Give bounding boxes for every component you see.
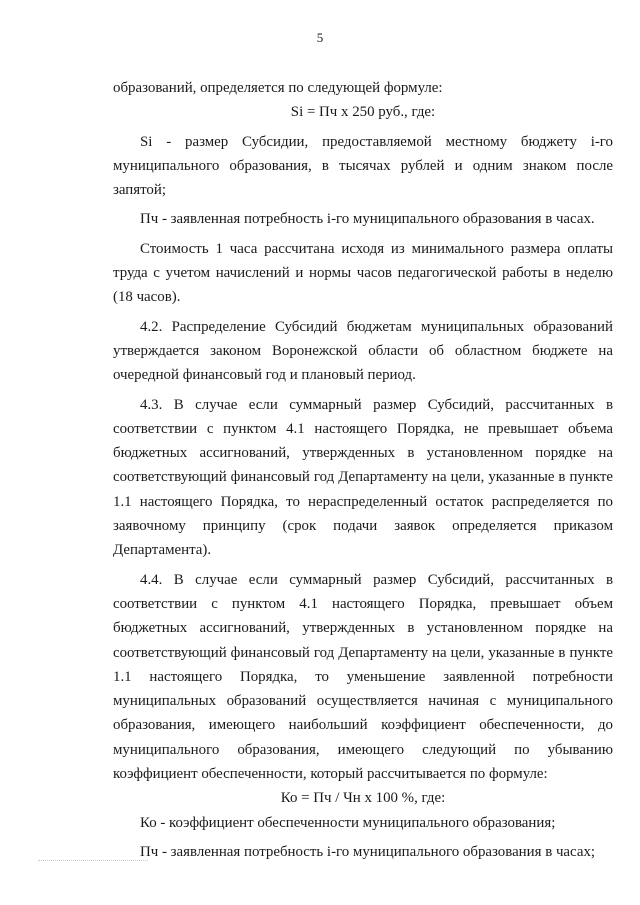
definition-ko: Ко - коэффициент обеспеченности муниципального образования; [140, 814, 556, 831]
paragraph-continuation: образований, определяется по следующей формуле: [113, 80, 443, 96]
definition-pch: Пч - заявленная потребность i-го муниципального образования в часах. [140, 211, 595, 228]
paragraph-hour-cost: Стоимость 1 часа рассчитана исходя из минимального размера оплаты труда с учетом начислений и нормы часов педагогической работы в неделю (18 часов). [113, 240, 613, 306]
clause-4-2: 4.2. Распределение Субсидий бюджетам муниципальных образований утверждается законом Воронежской области об областном бюджете на очередной финансовый год и плановый период. [113, 318, 613, 384]
scan-artifact [38, 860, 148, 861]
definition-pch-2: Пч - заявленная потребность i-го муниципального образования в часах; [140, 843, 596, 860]
formula-subsidy: Si = Пч x 250 руб., где: [290, 104, 436, 121]
page-number: 5 [316, 30, 324, 45]
definition-si: Si - размер Субсидии, предоставляемой местному бюджету i-го муниципального образования, в тысячах рублей и одним знаком после запятой; [113, 133, 613, 199]
clause-4-3: 4.3. В случае если суммарный размер Субсидий, рассчитанных в соответствии с пунктом 4.1 настоящего Порядка, не превышает объема бюджетных ассигнований, утвержденных в установленном порядке на соответствующий финансовый год Департаменту на цели, указанные в пункте 1.1 настоящего Порядка, то нераспределенный остаток распределяется по заявочному принципу (срок подачи заявок определяется приказом Департамента). [113, 396, 613, 559]
clause-4-4: 4.4. В случае если суммарный размер Субсидий, рассчитанных в соответствии с пунктом 4.1 настоящего Порядка, превышает объем бюджетных ассигнований, утвержденных в установленном порядке на соответствующий финансовый год Департаменту на цели, указанные в пункте 1.1 настоящего Порядка, то уменьшение заявленной потребности муниципальных образований осуществляется начиная с муниципального образования, имеющего наибольший коэффициент обеспеченности, до муниципального образования, имеющего следующий по убыванию коэффициент обеспеченности, который рассчитывается по формуле: [113, 571, 613, 783]
formula-coefficient: Ко = Пч / Чн x 100 %, где: [280, 790, 446, 807]
document-body [113, 76, 613, 864]
